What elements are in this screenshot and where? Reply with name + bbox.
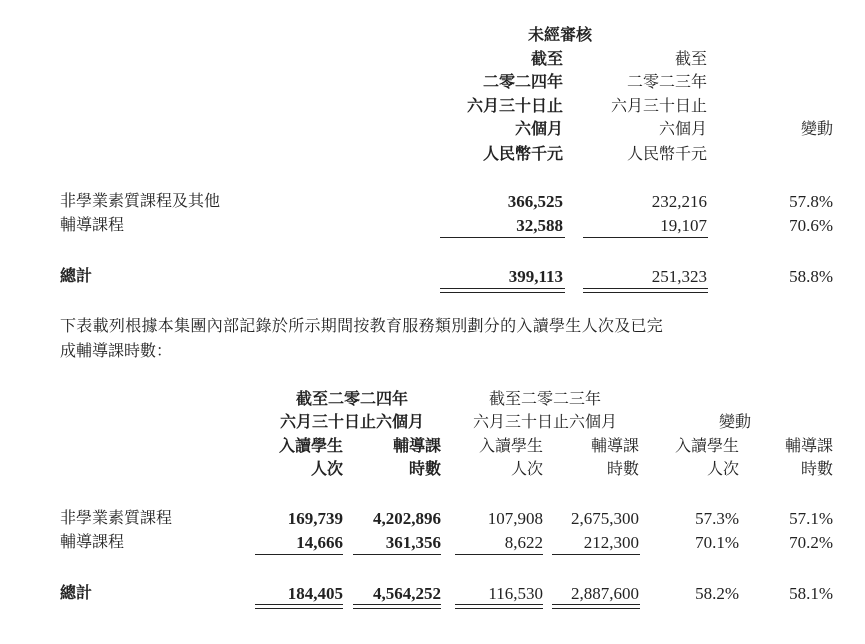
table2-row-label: 非學業素質課程	[60, 508, 173, 527]
table2-total-rule	[455, 608, 543, 609]
table2-sub-hours2024-l2: 時數	[408, 459, 441, 478]
table1-col2023-line1: 截至	[674, 49, 707, 68]
table1-col2024-line5: 人民幣千元	[482, 144, 563, 163]
table2-sub-hours2023-l1: 輔導課	[590, 436, 639, 455]
table2-row-enroll-change: 70.1%	[695, 533, 739, 552]
table2-group2024-line1: 截至二零二四年	[295, 389, 408, 408]
table2-group2024-line2: 六月三十日止六個月	[279, 412, 424, 431]
table2-subtotal-rule	[353, 554, 441, 555]
table1-total-rule	[440, 288, 565, 289]
table1-col2024-line2: 二零二四年	[482, 72, 563, 91]
table2-row-hours2023: 212,300	[583, 533, 639, 552]
table1-total-label: 總計	[60, 266, 93, 285]
table1-row-change: 70.6%	[789, 216, 833, 235]
table2-sub-hours-change-l2: 時數	[800, 459, 833, 478]
table2-row-enroll-change: 57.3%	[695, 509, 739, 528]
table2-row-hours-change: 70.2%	[789, 533, 833, 552]
table1-total-rule	[583, 288, 708, 289]
table1-row-2024: 32,588	[516, 216, 563, 235]
table2-total-hours-change: 58.1%	[789, 584, 833, 603]
table1-col2024-line4: 六個月	[514, 119, 563, 138]
table2-row-hours-change: 57.1%	[789, 509, 833, 528]
table2-total-hours2023: 2,887,600	[571, 584, 639, 603]
table1-total-change: 58.8%	[789, 267, 833, 286]
table2-sub-enroll2024-l2: 人次	[310, 459, 343, 478]
table1-col2023-line4: 六個月	[658, 119, 707, 138]
table2-sub-hours2024-l1: 輔導課	[392, 436, 441, 455]
table1-total-rule	[583, 292, 708, 293]
table2-subtotal-rule	[255, 554, 343, 555]
table2-total-rule	[552, 604, 640, 605]
table2-row-enroll2023: 8,622	[504, 533, 543, 552]
table1-col2024-line1: 截至	[530, 49, 563, 68]
table2-group2023-line2: 六月三十日止六個月	[472, 412, 617, 431]
table2-row-label: 輔導課程	[60, 532, 125, 551]
table2-row-hours2024: 361,356	[385, 533, 441, 552]
table1-col2023-line2: 二零二三年	[626, 72, 707, 91]
table1-row-2024: 366,525	[507, 192, 563, 211]
table1-row-change: 57.8%	[789, 192, 833, 211]
table2-sub-hours2023-l2: 時數	[606, 459, 639, 478]
table2-group2023-line1: 截至二零二三年	[488, 389, 601, 408]
table1-row-2023: 19,107	[660, 216, 707, 235]
table2-row-enroll2024: 14,666	[296, 533, 343, 552]
table2-sub-enroll2023-l2: 人次	[510, 459, 543, 478]
table2-sub-enroll-change-l2: 人次	[706, 459, 739, 478]
table1-row-2023: 232,216	[651, 192, 707, 211]
table2-total-enroll2023: 116,530	[488, 584, 543, 603]
table1-group-header: 未經審核	[528, 25, 593, 44]
table1-total-2023: 251,323	[651, 267, 707, 286]
paragraph-line: 下表載列根據本集團內部記錄於所示期間按教育服務類別劃分的入讀學生人次及已完	[60, 316, 664, 335]
table2-row-enroll2024: 169,739	[287, 509, 343, 528]
table2-total-label: 總計	[60, 583, 93, 602]
table1-col2023-line3: 六月三十日止	[610, 96, 707, 115]
table2-sub-enroll2023-l1: 入讀學生	[478, 436, 543, 455]
table2-row-hours2023: 2,675,300	[571, 509, 639, 528]
table2-total-rule	[455, 604, 543, 605]
table2-total-rule	[255, 604, 343, 605]
table1-total-rule	[440, 292, 565, 293]
table2-total-rule	[255, 608, 343, 609]
table1-col2023-line5: 人民幣千元	[626, 144, 707, 163]
table1-col2024-line3: 六月三十日止	[466, 96, 563, 115]
table2-change-header: 變動	[718, 412, 751, 431]
table1-row-label: 非學業素質課程及其他	[60, 191, 221, 210]
table1-row-label: 輔導課程	[60, 215, 125, 234]
table2-row-hours2024: 4,202,896	[373, 509, 441, 528]
table2-subtotal-rule	[552, 554, 640, 555]
paragraph-line: 成輔導課時數：	[60, 341, 173, 360]
table2-total-hours2024: 4,564,252	[373, 584, 441, 603]
table2-row-enroll2023: 107,908	[487, 509, 543, 528]
table2-sub-hours-change-l1: 輔導課	[784, 436, 833, 455]
table2-total-rule	[552, 608, 640, 609]
table2-subtotal-rule	[455, 554, 543, 555]
table2-total-rule	[353, 608, 441, 609]
table1-subtotal-rule	[583, 237, 708, 238]
table1-subtotal-rule	[440, 237, 565, 238]
table2-sub-enroll2024-l1: 入讀學生	[278, 436, 343, 455]
table2-sub-enroll-change-l1: 入讀學生	[674, 436, 739, 455]
table2-total-rule	[353, 604, 441, 605]
table2-total-enroll-change: 58.2%	[695, 584, 739, 603]
table1-change-header: 變動	[800, 119, 833, 138]
table2-total-enroll2024: 184,405	[287, 584, 343, 603]
table1-total-2024: 399,113	[508, 267, 563, 286]
